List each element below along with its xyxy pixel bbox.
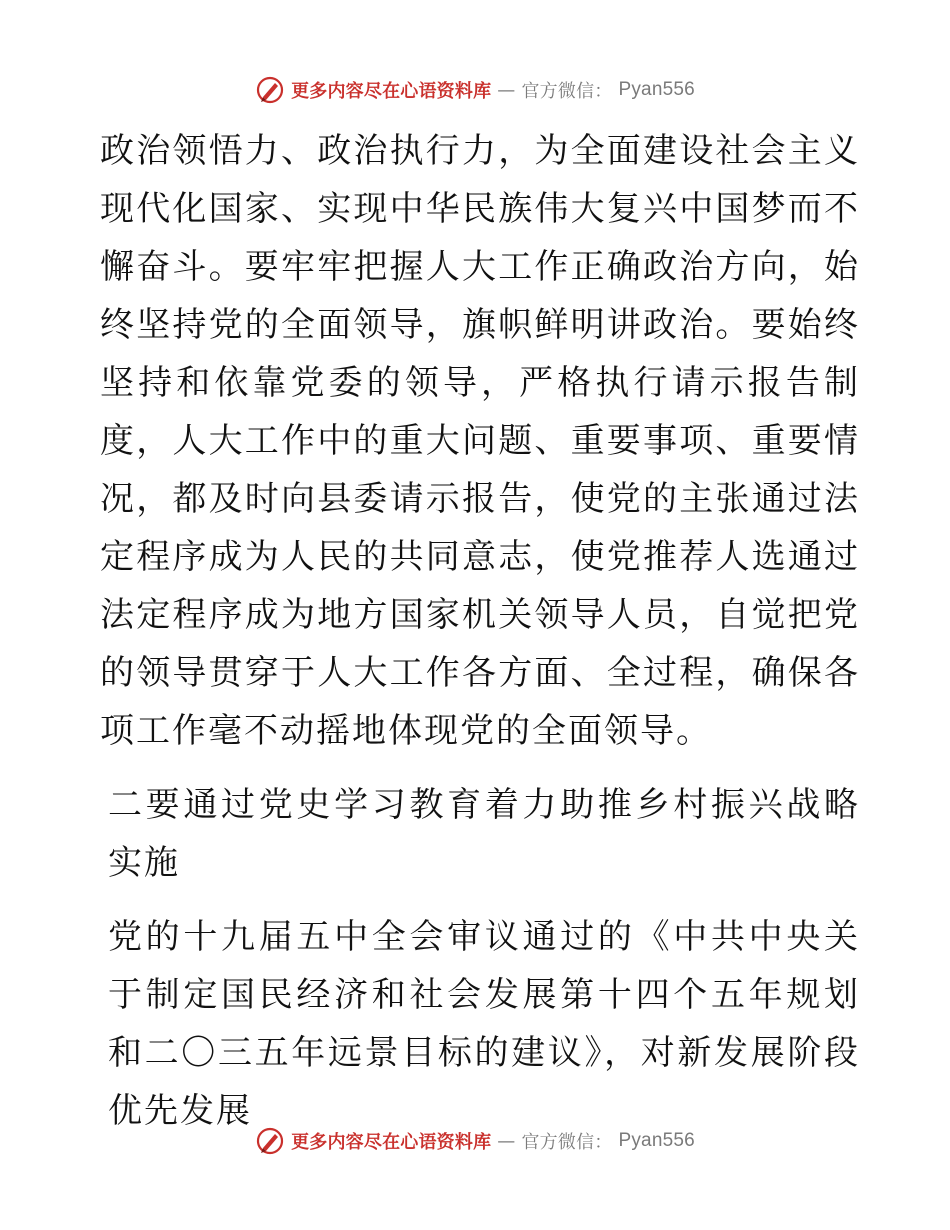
watermark-wechat-id: Pyan556 [618,79,695,100]
watermark-wechat-id: Pyan556 [618,1130,695,1151]
watermark-wechat-label: 官方微信： [521,81,613,102]
header-watermark [0,70,950,110]
pen-logo-icon [255,75,285,105]
section-heading: 二要通过党史学习教育着力助推乡村振兴战略实施 [108,785,860,883]
body-paragraph: 政治领悟力、政治执行力，为全面建设社会主义现代化国家、实现中华民族伟大复兴中国梦而不懈奋斗。要牢牢把握人大工作正确政治方向，始终坚持党的全面领导，旗帜鲜明讲政治。要始终坚持和依靠党委的领导，严格执行请示报告制度，人大工作中的重大问题、重要事项、重要情况，都及时向县委请示报告，使党的主张通过法定程序成为人民的共同意志，使党推荐人选通过法定程序成为地方国家机关领导人员，自觉把党的领导贯穿于人大工作各方面、全过程，确保各项工作毫不动摇地体现党的全面领导。 [100,131,860,751]
watermark-dash: — [497,1130,516,1152]
watermark-brand-text: 更多内容尽在心语资料库 [291,1132,492,1153]
footer-watermark [0,1121,950,1161]
document-body [100,122,860,1140]
pen-logo-icon [255,1126,285,1156]
body-paragraph: 党的十九届五中全会审议通过的《中共中央关于制定国民经济和社会发展第十四个五年规划和二〇三五年远景目标的建议》，对新发展阶段优先发展 [108,917,860,1131]
watermark-wechat-label: 官方微信： [521,1132,613,1153]
watermark-dash: — [497,79,516,101]
watermark-brand-text: 更多内容尽在心语资料库 [291,81,492,102]
